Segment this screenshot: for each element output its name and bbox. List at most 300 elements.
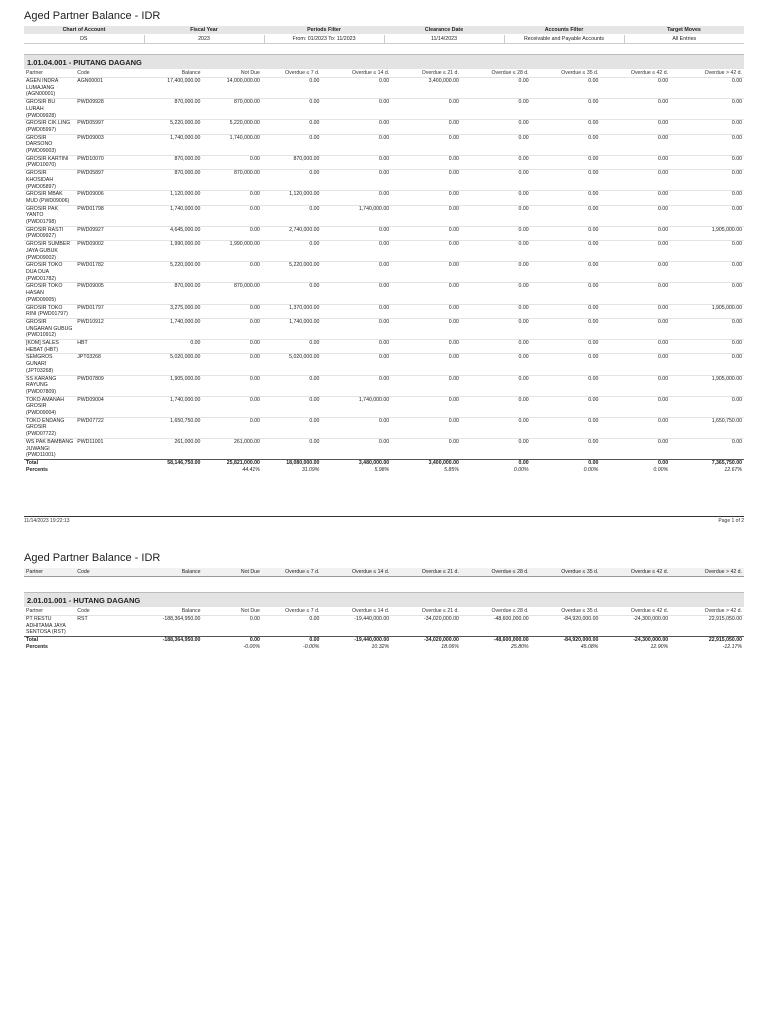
code-cell: PWD05997 bbox=[75, 120, 122, 134]
amount-cell: 7,365,750.00 bbox=[670, 459, 744, 466]
amount-cell: 0.00 bbox=[391, 318, 461, 339]
code-cell: PWD11001 bbox=[75, 438, 122, 459]
amount-cell: 25.80% bbox=[511, 643, 529, 650]
amount-cell: 0.00 bbox=[461, 354, 531, 375]
amount-cell: 0.00 bbox=[262, 120, 321, 134]
amount-cell: 0.00 bbox=[461, 459, 531, 466]
amount-cell: 0.00 bbox=[391, 241, 461, 262]
amount-cell: 14,000,000.00 bbox=[202, 78, 261, 99]
amount-cell: 0.00 bbox=[531, 99, 601, 120]
amount-cell: 0.00 bbox=[670, 191, 744, 205]
amount-cell: 0.00 bbox=[531, 417, 601, 438]
amount-cell: 870,000.00 bbox=[122, 155, 202, 169]
header-value: All Entries bbox=[624, 35, 744, 44]
amount-cell: 1,905,000.00 bbox=[670, 226, 744, 240]
header-label: Fiscal Year bbox=[144, 26, 264, 35]
amount-cell: 0.00 bbox=[202, 205, 261, 226]
partner-cell: [KOM] SALES HEBAT (HBT) bbox=[24, 340, 75, 354]
column-header: Partner bbox=[24, 568, 75, 577]
code-cell: HBT bbox=[75, 340, 122, 354]
amount-cell: 0.00 bbox=[531, 155, 601, 169]
amount-cell: 0.00 bbox=[391, 304, 461, 318]
percents-row bbox=[24, 467, 744, 474]
amount-cell: 0.00 bbox=[321, 340, 391, 354]
amount-cell: 0.00 bbox=[321, 417, 391, 438]
table-row bbox=[24, 616, 744, 637]
amount-cell: 0.00 bbox=[531, 283, 601, 304]
code-cell: AGN00001 bbox=[75, 78, 122, 99]
page2-column-header bbox=[24, 568, 744, 577]
amount-cell: 0.00 bbox=[461, 155, 531, 169]
amount-cell: 0.00 bbox=[461, 318, 531, 339]
amount-cell: 0.00 bbox=[531, 396, 601, 417]
amount-cell: 870,000.00 bbox=[202, 283, 261, 304]
amount-cell: 58,146,750.00 bbox=[122, 459, 202, 466]
amount-cell: 5,220,000.00 bbox=[202, 120, 261, 134]
amount-cell: 0.00 bbox=[531, 318, 601, 339]
column-header: Partner bbox=[26, 70, 44, 76]
header-labels-row bbox=[24, 26, 744, 35]
amount-cell: 4,645,000.00 bbox=[122, 226, 202, 240]
amount-cell: 0.00 bbox=[391, 375, 461, 396]
amount-cell: 261,000.00 bbox=[122, 438, 202, 459]
amount-cell: -84,920,000.00 bbox=[531, 637, 601, 644]
payable-table bbox=[24, 607, 744, 651]
amount-cell: 18.06% bbox=[441, 643, 459, 650]
table-row bbox=[24, 375, 744, 396]
partner-cell: GROSIR KARTINI (PWD10070) bbox=[24, 155, 75, 169]
amount-cell: 0.00 bbox=[600, 354, 670, 375]
amount-cell: 0.00 bbox=[262, 375, 321, 396]
column-header: Overdue ≤ 7 d. bbox=[285, 70, 320, 76]
column-header: Overdue ≤ 35 d. bbox=[561, 70, 599, 76]
column-header: Overdue ≤ 21 d. bbox=[421, 70, 459, 76]
amount-cell: 0.00 bbox=[391, 283, 461, 304]
column-header-row bbox=[24, 607, 744, 616]
amount-cell: 0.00 bbox=[600, 340, 670, 354]
amount-cell: 0.00 bbox=[670, 134, 744, 155]
amount-cell: 0.00% bbox=[583, 466, 599, 473]
amount-cell: 0.00 bbox=[321, 170, 391, 191]
amount-cell: 0.00 bbox=[391, 99, 461, 120]
amount-cell: 0.00 bbox=[461, 226, 531, 240]
amount-cell: -34,020,000.00 bbox=[391, 616, 461, 637]
amount-cell: 0.00% bbox=[653, 466, 669, 473]
amount-cell: 0.00 bbox=[461, 396, 531, 417]
column-header: Not Due bbox=[202, 568, 261, 577]
amount-cell: 0.00 bbox=[391, 205, 461, 226]
amount-cell: 0.00 bbox=[391, 170, 461, 191]
footer-timestamp: 11/14/2023 19:22:13 bbox=[24, 518, 70, 524]
column-header: Overdue ≤ 35 d. bbox=[531, 568, 601, 577]
amount-cell: 0.00 bbox=[600, 120, 670, 134]
amount-cell: 0.00 bbox=[531, 226, 601, 240]
header-label: Target Moves bbox=[624, 26, 744, 35]
code-cell: PWD01798 bbox=[75, 205, 122, 226]
amount-cell: 1,740,000.00 bbox=[122, 134, 202, 155]
amount-cell: 870,000.00 bbox=[122, 170, 202, 191]
table-row bbox=[24, 396, 744, 417]
column-header: Overdue ≤ 21 d. bbox=[421, 608, 459, 614]
amount-cell: 0.00 bbox=[202, 396, 261, 417]
amount-cell: 5.85% bbox=[444, 466, 459, 473]
amount-cell: 0.00 bbox=[202, 340, 261, 354]
table-row bbox=[24, 262, 744, 283]
amount-cell: 3,400,000.00 bbox=[391, 78, 461, 99]
code-cell: PWD09006 bbox=[75, 191, 122, 205]
amount-cell: 0.00 bbox=[531, 354, 601, 375]
amount-cell: 0.00 bbox=[202, 417, 261, 438]
amount-cell: 1,905,000.00 bbox=[670, 304, 744, 318]
amount-cell: 0.00 bbox=[461, 375, 531, 396]
amount-cell: 0.00 bbox=[461, 99, 531, 120]
partner-cell: GROSIR BU LURAH (PWD09928) bbox=[24, 99, 75, 120]
amount-cell: 0.00 bbox=[391, 262, 461, 283]
amount-cell: 0.00% bbox=[513, 466, 529, 473]
header-value: DS bbox=[24, 35, 144, 44]
amount-cell: 0.00 bbox=[461, 262, 531, 283]
column-header: Overdue > 42 d. bbox=[670, 568, 744, 577]
column-header: Overdue ≤ 21 d. bbox=[391, 568, 461, 577]
column-header: Overdue > 42 d. bbox=[704, 70, 742, 76]
amount-cell: 5,220,000.00 bbox=[122, 120, 202, 134]
amount-cell: 0.00 bbox=[670, 155, 744, 169]
amount-cell: 0.00 bbox=[461, 170, 531, 191]
amount-cell: 0.00 bbox=[670, 354, 744, 375]
column-header: Not Due bbox=[240, 70, 260, 76]
amount-cell: 22,915,050.00 bbox=[670, 637, 744, 644]
amount-cell: 0.00 bbox=[461, 205, 531, 226]
amount-cell: 0.00 bbox=[670, 78, 744, 99]
amount-cell: 0.00 bbox=[321, 99, 391, 120]
column-header: Balance bbox=[122, 568, 202, 577]
amount-cell: 0.00 bbox=[600, 438, 670, 459]
code-cell: PWD10070 bbox=[75, 155, 122, 169]
amount-cell: 0.00 bbox=[202, 155, 261, 169]
amount-cell: 0.00 bbox=[262, 396, 321, 417]
partner-cell: TOKO ENDANG GROSIR (PWD07722) bbox=[24, 417, 75, 438]
amount-cell: 0.00 bbox=[600, 304, 670, 318]
table-row bbox=[24, 78, 744, 99]
amount-cell: 0.00 bbox=[321, 78, 391, 99]
amount-cell: 0.00 bbox=[461, 283, 531, 304]
amount-cell: 0.00 bbox=[670, 241, 744, 262]
column-header: Overdue ≤ 7 d. bbox=[285, 608, 320, 614]
partner-cell: SEMGROS GUNARI (JPT03268) bbox=[24, 354, 75, 375]
amount-cell: 0.00 bbox=[531, 134, 601, 155]
partner-cell: GROSIR UNGARAN GUBUG (PWD10912) bbox=[24, 318, 75, 339]
partner-cell: GROSIR RASTI (PWD09927) bbox=[24, 226, 75, 240]
amount-cell: 0.00 bbox=[461, 438, 531, 459]
amount-cell: 0.00 bbox=[202, 304, 261, 318]
amount-cell: 0.00 bbox=[600, 417, 670, 438]
amount-cell: 0.00 bbox=[321, 241, 391, 262]
amount-cell: 870,000.00 bbox=[262, 155, 321, 169]
partner-cell: PT RESTU ADHITAMA JAYA SENTOSA (RST) bbox=[24, 616, 75, 637]
code-cell bbox=[75, 467, 122, 474]
partner-cell: AGEN INDRA LUMAJANG (AGN00001) bbox=[24, 78, 75, 99]
code-cell: PWD01782 bbox=[75, 262, 122, 283]
amount-cell: 0.00 bbox=[600, 318, 670, 339]
amount-cell bbox=[122, 644, 202, 651]
amount-cell: -12.17% bbox=[722, 643, 742, 650]
amount-cell: 0.00 bbox=[321, 226, 391, 240]
amount-cell: 22,915,050.00 bbox=[670, 616, 744, 637]
partner-cell: Percents bbox=[26, 466, 48, 473]
amount-cell: 25,821,000.00 bbox=[202, 459, 261, 466]
amount-cell: 0.00 bbox=[670, 438, 744, 459]
amount-cell: 0.00 bbox=[262, 340, 321, 354]
amount-cell: 0.00 bbox=[391, 134, 461, 155]
amount-cell: 44.41% bbox=[242, 466, 260, 473]
amount-cell: 0.00 bbox=[461, 340, 531, 354]
amount-cell: 0.00 bbox=[391, 396, 461, 417]
amount-cell: 0.00 bbox=[531, 191, 601, 205]
partner-cell: Percents bbox=[26, 643, 48, 650]
amount-cell: 1,740,000.00 bbox=[321, 396, 391, 417]
amount-cell: 10.32% bbox=[371, 643, 390, 650]
code-cell bbox=[75, 644, 122, 651]
column-header: Not Due bbox=[240, 608, 260, 614]
amount-cell: 0.00 bbox=[321, 134, 391, 155]
partner-cell: GROSIR CIK LING (PWD05997) bbox=[24, 120, 75, 134]
amount-cell: 0.00 bbox=[391, 354, 461, 375]
amount-cell: 3,400,000.00 bbox=[391, 459, 461, 466]
partner-cell: TOKO AMANAH GROSIR (PWD09004) bbox=[24, 396, 75, 417]
amount-cell: 1,740,000.00 bbox=[202, 134, 261, 155]
amount-cell: 0.00 bbox=[531, 340, 601, 354]
amount-cell: 45.08% bbox=[580, 643, 599, 650]
partner-cell: GROSIR PAK YANTO (PWD01798) bbox=[24, 205, 75, 226]
table-row bbox=[24, 241, 744, 262]
column-header: Balance bbox=[181, 70, 201, 76]
amount-cell: 0.00 bbox=[321, 283, 391, 304]
amount-cell: 0.00 bbox=[670, 120, 744, 134]
amount-cell: 0.00 bbox=[391, 340, 461, 354]
partner-cell: GROSIR TOKO HASAN (PWD09005) bbox=[24, 283, 75, 304]
amount-cell: 0.00 bbox=[262, 417, 321, 438]
table-row bbox=[24, 304, 744, 318]
column-header: Partner bbox=[26, 608, 44, 614]
amount-cell: 0.00 bbox=[461, 417, 531, 438]
amount-cell: 870,000.00 bbox=[122, 283, 202, 304]
amount-cell: 0.00 bbox=[600, 191, 670, 205]
partner-cell: GROSIR DARSONO (PWD09003) bbox=[24, 134, 75, 155]
table-row bbox=[24, 155, 744, 169]
partner-cell: GROSIR MBAK MUD (PWD09006) bbox=[24, 191, 75, 205]
table-row bbox=[24, 226, 744, 240]
table-row bbox=[24, 340, 744, 354]
amount-cell: 0.00 bbox=[202, 262, 261, 283]
amount-cell: 0.00 bbox=[391, 417, 461, 438]
amount-cell: 0.00 bbox=[531, 304, 601, 318]
amount-cell: 0.00 bbox=[600, 375, 670, 396]
amount-cell: 1,990,000.00 bbox=[202, 241, 261, 262]
amount-cell: 12.67% bbox=[724, 466, 742, 473]
amount-cell: -188,364,950.00 bbox=[122, 637, 202, 644]
total-row bbox=[24, 459, 744, 466]
amount-cell: 0.00 bbox=[461, 241, 531, 262]
amount-cell: 1,905,000.00 bbox=[670, 375, 744, 396]
amount-cell: 0.00 bbox=[321, 262, 391, 283]
header-label: Periods Filter bbox=[264, 26, 384, 35]
code-cell bbox=[75, 637, 122, 644]
column-header: Overdue ≤ 42 d. bbox=[630, 608, 669, 614]
header-value: Receivable and Payable Accounts bbox=[504, 35, 624, 44]
column-header: Overdue ≤ 28 d. bbox=[491, 70, 529, 76]
amount-cell: 0.00 bbox=[321, 120, 391, 134]
amount-cell: 0.00 bbox=[262, 616, 321, 637]
code-cell: PWD07722 bbox=[75, 417, 122, 438]
amount-cell: 0.00 bbox=[670, 396, 744, 417]
header-value: 11/14/2023 bbox=[384, 35, 504, 44]
amount-cell: 0.00 bbox=[600, 459, 670, 466]
section-title-payable: 2.01.01.001 - HUTANG DAGANG bbox=[24, 592, 744, 607]
column-header: Overdue ≤ 35 d. bbox=[561, 608, 599, 614]
amount-cell: 0.00 bbox=[461, 120, 531, 134]
amount-cell: 0.00 bbox=[321, 191, 391, 205]
amount-cell: 0.00 bbox=[670, 170, 744, 191]
section-title-receivable: 1.01.04.001 - PIUTANG DAGANG bbox=[24, 54, 744, 69]
code-cell: PWD07809 bbox=[75, 375, 122, 396]
column-header: Overdue > 42 d. bbox=[704, 608, 742, 614]
amount-cell: 0.00 bbox=[262, 78, 321, 99]
column-header: Overdue ≤ 42 d. bbox=[630, 70, 669, 76]
amount-cell: 1,370,000.00 bbox=[262, 304, 321, 318]
amount-cell: -48,600,000.00 bbox=[461, 637, 531, 644]
amount-cell: 12.90% bbox=[650, 643, 669, 650]
amount-cell: 0.00 bbox=[391, 438, 461, 459]
amount-cell: 1,740,000.00 bbox=[262, 318, 321, 339]
header-label: Accounts Filter bbox=[504, 26, 624, 35]
amount-cell: 0.00 bbox=[670, 262, 744, 283]
amount-cell: 18,080,000.00 bbox=[262, 459, 321, 466]
amount-cell: 0.00 bbox=[670, 99, 744, 120]
column-header: Overdue ≤ 14 d. bbox=[351, 70, 390, 76]
table-row bbox=[24, 191, 744, 205]
amount-cell: 0.00 bbox=[391, 226, 461, 240]
table-row bbox=[24, 205, 744, 226]
amount-cell: 0.00 bbox=[321, 304, 391, 318]
amount-cell: 0.00 bbox=[202, 191, 261, 205]
table-row bbox=[24, 99, 744, 120]
code-cell: PWD09003 bbox=[75, 134, 122, 155]
amount-cell: 0.00 bbox=[202, 375, 261, 396]
amount-cell: 0.00 bbox=[531, 205, 601, 226]
amount-cell: 31.09% bbox=[301, 466, 320, 473]
partner-cell: GROSIR TOKO RINI (PWD01797) bbox=[24, 304, 75, 318]
amount-cell: 0.00 bbox=[600, 396, 670, 417]
amount-cell: 5,220,000.00 bbox=[262, 262, 321, 283]
column-header: Overdue ≤ 14 d. bbox=[321, 568, 391, 577]
footer-page-number: Page 1 of 2 bbox=[718, 518, 744, 524]
amount-cell: 261,000.00 bbox=[202, 438, 261, 459]
amount-cell: 0.00 bbox=[461, 134, 531, 155]
code-cell: PWD09004 bbox=[75, 396, 122, 417]
column-header: Overdue ≤ 42 d. bbox=[600, 568, 670, 577]
amount-cell: -0.00% bbox=[243, 643, 260, 650]
amount-cell: 0.00 bbox=[531, 78, 601, 99]
amount-cell: 0.00 bbox=[262, 283, 321, 304]
amount-cell: 0.00 bbox=[600, 241, 670, 262]
table-row bbox=[24, 120, 744, 134]
amount-cell: 1,650,750.00 bbox=[122, 417, 202, 438]
amount-cell: 0.00 bbox=[600, 262, 670, 283]
partner-cell: Total bbox=[24, 637, 75, 644]
table-row bbox=[24, 318, 744, 339]
amount-cell: 0.00 bbox=[531, 262, 601, 283]
amount-cell: 0.00 bbox=[391, 120, 461, 134]
header-label: Chart of Account bbox=[24, 26, 144, 35]
amount-cell: -188,364,950.00 bbox=[122, 616, 202, 637]
table-row bbox=[24, 354, 744, 375]
amount-cell: 0.00 bbox=[600, 78, 670, 99]
amount-cell: 0.00 bbox=[202, 616, 261, 637]
column-header: Overdue ≤ 28 d. bbox=[491, 608, 529, 614]
amount-cell: -84,920,000.00 bbox=[531, 616, 601, 637]
amount-cell: 1,740,000.00 bbox=[122, 396, 202, 417]
amount-cell: 2,740,000.00 bbox=[262, 226, 321, 240]
amount-cell: 1,120,000.00 bbox=[122, 191, 202, 205]
amount-cell: 1,740,000.00 bbox=[122, 318, 202, 339]
amount-cell: 1,650,750.00 bbox=[670, 417, 744, 438]
code-cell: PWD09928 bbox=[75, 99, 122, 120]
amount-cell: 5,220,000.00 bbox=[122, 262, 202, 283]
amount-cell: 5,020,000.00 bbox=[122, 354, 202, 375]
amount-cell: 0.00 bbox=[531, 120, 601, 134]
amount-cell: 0.00 bbox=[600, 205, 670, 226]
partner-cell: GROSIR KHOSIDAH (PWD05897) bbox=[24, 170, 75, 191]
column-header: Overdue ≤ 14 d. bbox=[351, 608, 390, 614]
header-label: Clearance Date bbox=[384, 26, 504, 35]
amount-cell: 0.00 bbox=[531, 459, 601, 466]
amount-cell: 870,000.00 bbox=[202, 170, 261, 191]
amount-cell: 0.00 bbox=[600, 170, 670, 191]
report-title: Aged Partner Balance - IDR bbox=[24, 10, 161, 22]
amount-cell: 0.00 bbox=[600, 99, 670, 120]
table-row bbox=[24, 134, 744, 155]
amount-cell: -19,440,000.00 bbox=[321, 616, 391, 637]
amount-cell: 0.00 bbox=[600, 283, 670, 304]
amount-cell: 0.00 bbox=[600, 155, 670, 169]
amount-cell: 0.00 bbox=[391, 155, 461, 169]
amount-cell: -24,300,000.00 bbox=[600, 616, 670, 637]
header-value: 2023 bbox=[144, 35, 264, 44]
column-header-row bbox=[24, 568, 744, 577]
amount-cell: 1,905,000.00 bbox=[122, 375, 202, 396]
table-row bbox=[24, 283, 744, 304]
page-separator bbox=[24, 516, 744, 517]
amount-cell: 1,990,000.00 bbox=[122, 241, 202, 262]
amount-cell bbox=[122, 467, 202, 474]
amount-cell: 0.00 bbox=[321, 354, 391, 375]
code-cell: RST bbox=[75, 616, 122, 637]
amount-cell: 0.00 bbox=[262, 170, 321, 191]
header-value: From: 01/2023 To: 11/2023 bbox=[264, 35, 384, 44]
percents-row bbox=[24, 644, 744, 651]
column-header: Overdue ≤ 7 d. bbox=[262, 568, 321, 577]
partner-cell: Total bbox=[24, 459, 75, 466]
amount-cell: 0.00 bbox=[202, 637, 261, 644]
table-row bbox=[24, 438, 744, 459]
amount-cell: 0.00 bbox=[461, 78, 531, 99]
amount-cell: 0.00 bbox=[531, 375, 601, 396]
amount-cell: 5,020,000.00 bbox=[262, 354, 321, 375]
amount-cell: 0.00 bbox=[670, 283, 744, 304]
amount-cell: 0.00 bbox=[531, 241, 601, 262]
amount-cell: 0.00 bbox=[531, 438, 601, 459]
amount-cell: 0.00 bbox=[202, 354, 261, 375]
